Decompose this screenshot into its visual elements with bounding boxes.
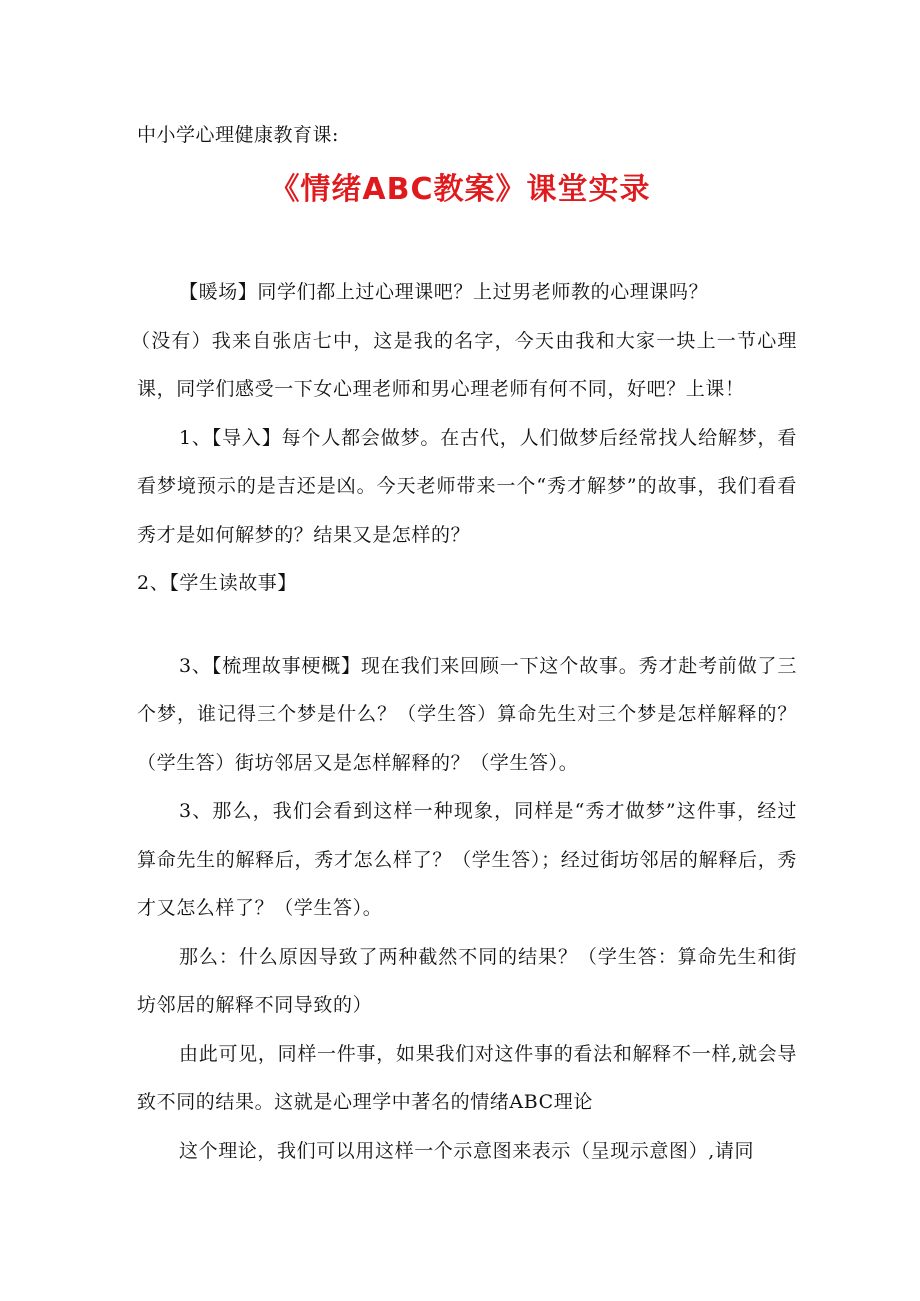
paragraph-warmup: 【暖场】同学们都上过心理课吧？上过男老师教的心理课吗？: [179, 281, 709, 303]
paragraph-conclusion: 由此可见，同样一件事，如果我们对这件事的看法和解释不一样,就会导致不同的结果。这就是心理学中著名的情绪ABC理论: [137, 1042, 797, 1113]
document-title: 《情绪ABC教案》课堂实录: [269, 172, 651, 207]
paragraph-story-summary: 3、【梳理故事梗概】现在我们来回顾一下这个故事。秀才赴考前做了三个梦，谁记得三个梦是什么？（学生答）算命先生对三个梦是怎样解释的？（学生答）街坊邻居又是怎样解释的？（学生答）。: [137, 654, 797, 774]
paragraph-lead-in: 1、【导入】每个人都会做梦。在古代，人们做梦后经常找人给解梦，看看梦境预示的是吉还是凶。今天老师带来一个“秀才解梦”的故事，我们看看秀才是如何解梦的？结果又是怎样的？: [137, 426, 797, 546]
document-body: [131, 268, 797, 1175]
course-subtitle: 中小学心理健康教育课:: [137, 124, 339, 146]
paragraph-phenomenon: 3、那么，我们会看到这样一种现象，同样是“秀才做梦”这件事，经过算命先生的解释后，秀才怎么样了？（学生答）；经过街坊邻居的解释后，秀才又怎么样了？（学生答）。: [137, 800, 797, 919]
paragraph-intro: （没有）我来自张店七中，这是我的名字，今天由我和大家一块上一节心理课，同学们感受一下女心理老师和男心理老师有何不同，好吧？上课！: [131, 329, 797, 400]
paragraph-read-story: 2、【学生读故事】: [137, 572, 297, 594]
paragraph-diagram: 这个理论，我们可以用这样一个示意图来表示（呈现示意图）,请同: [179, 1139, 755, 1162]
paragraph-question: 那么：什么原因导致了两种截然不同的结果？（学生答：算命先生和街坊邻居的解释不同导致的）: [137, 945, 797, 1016]
